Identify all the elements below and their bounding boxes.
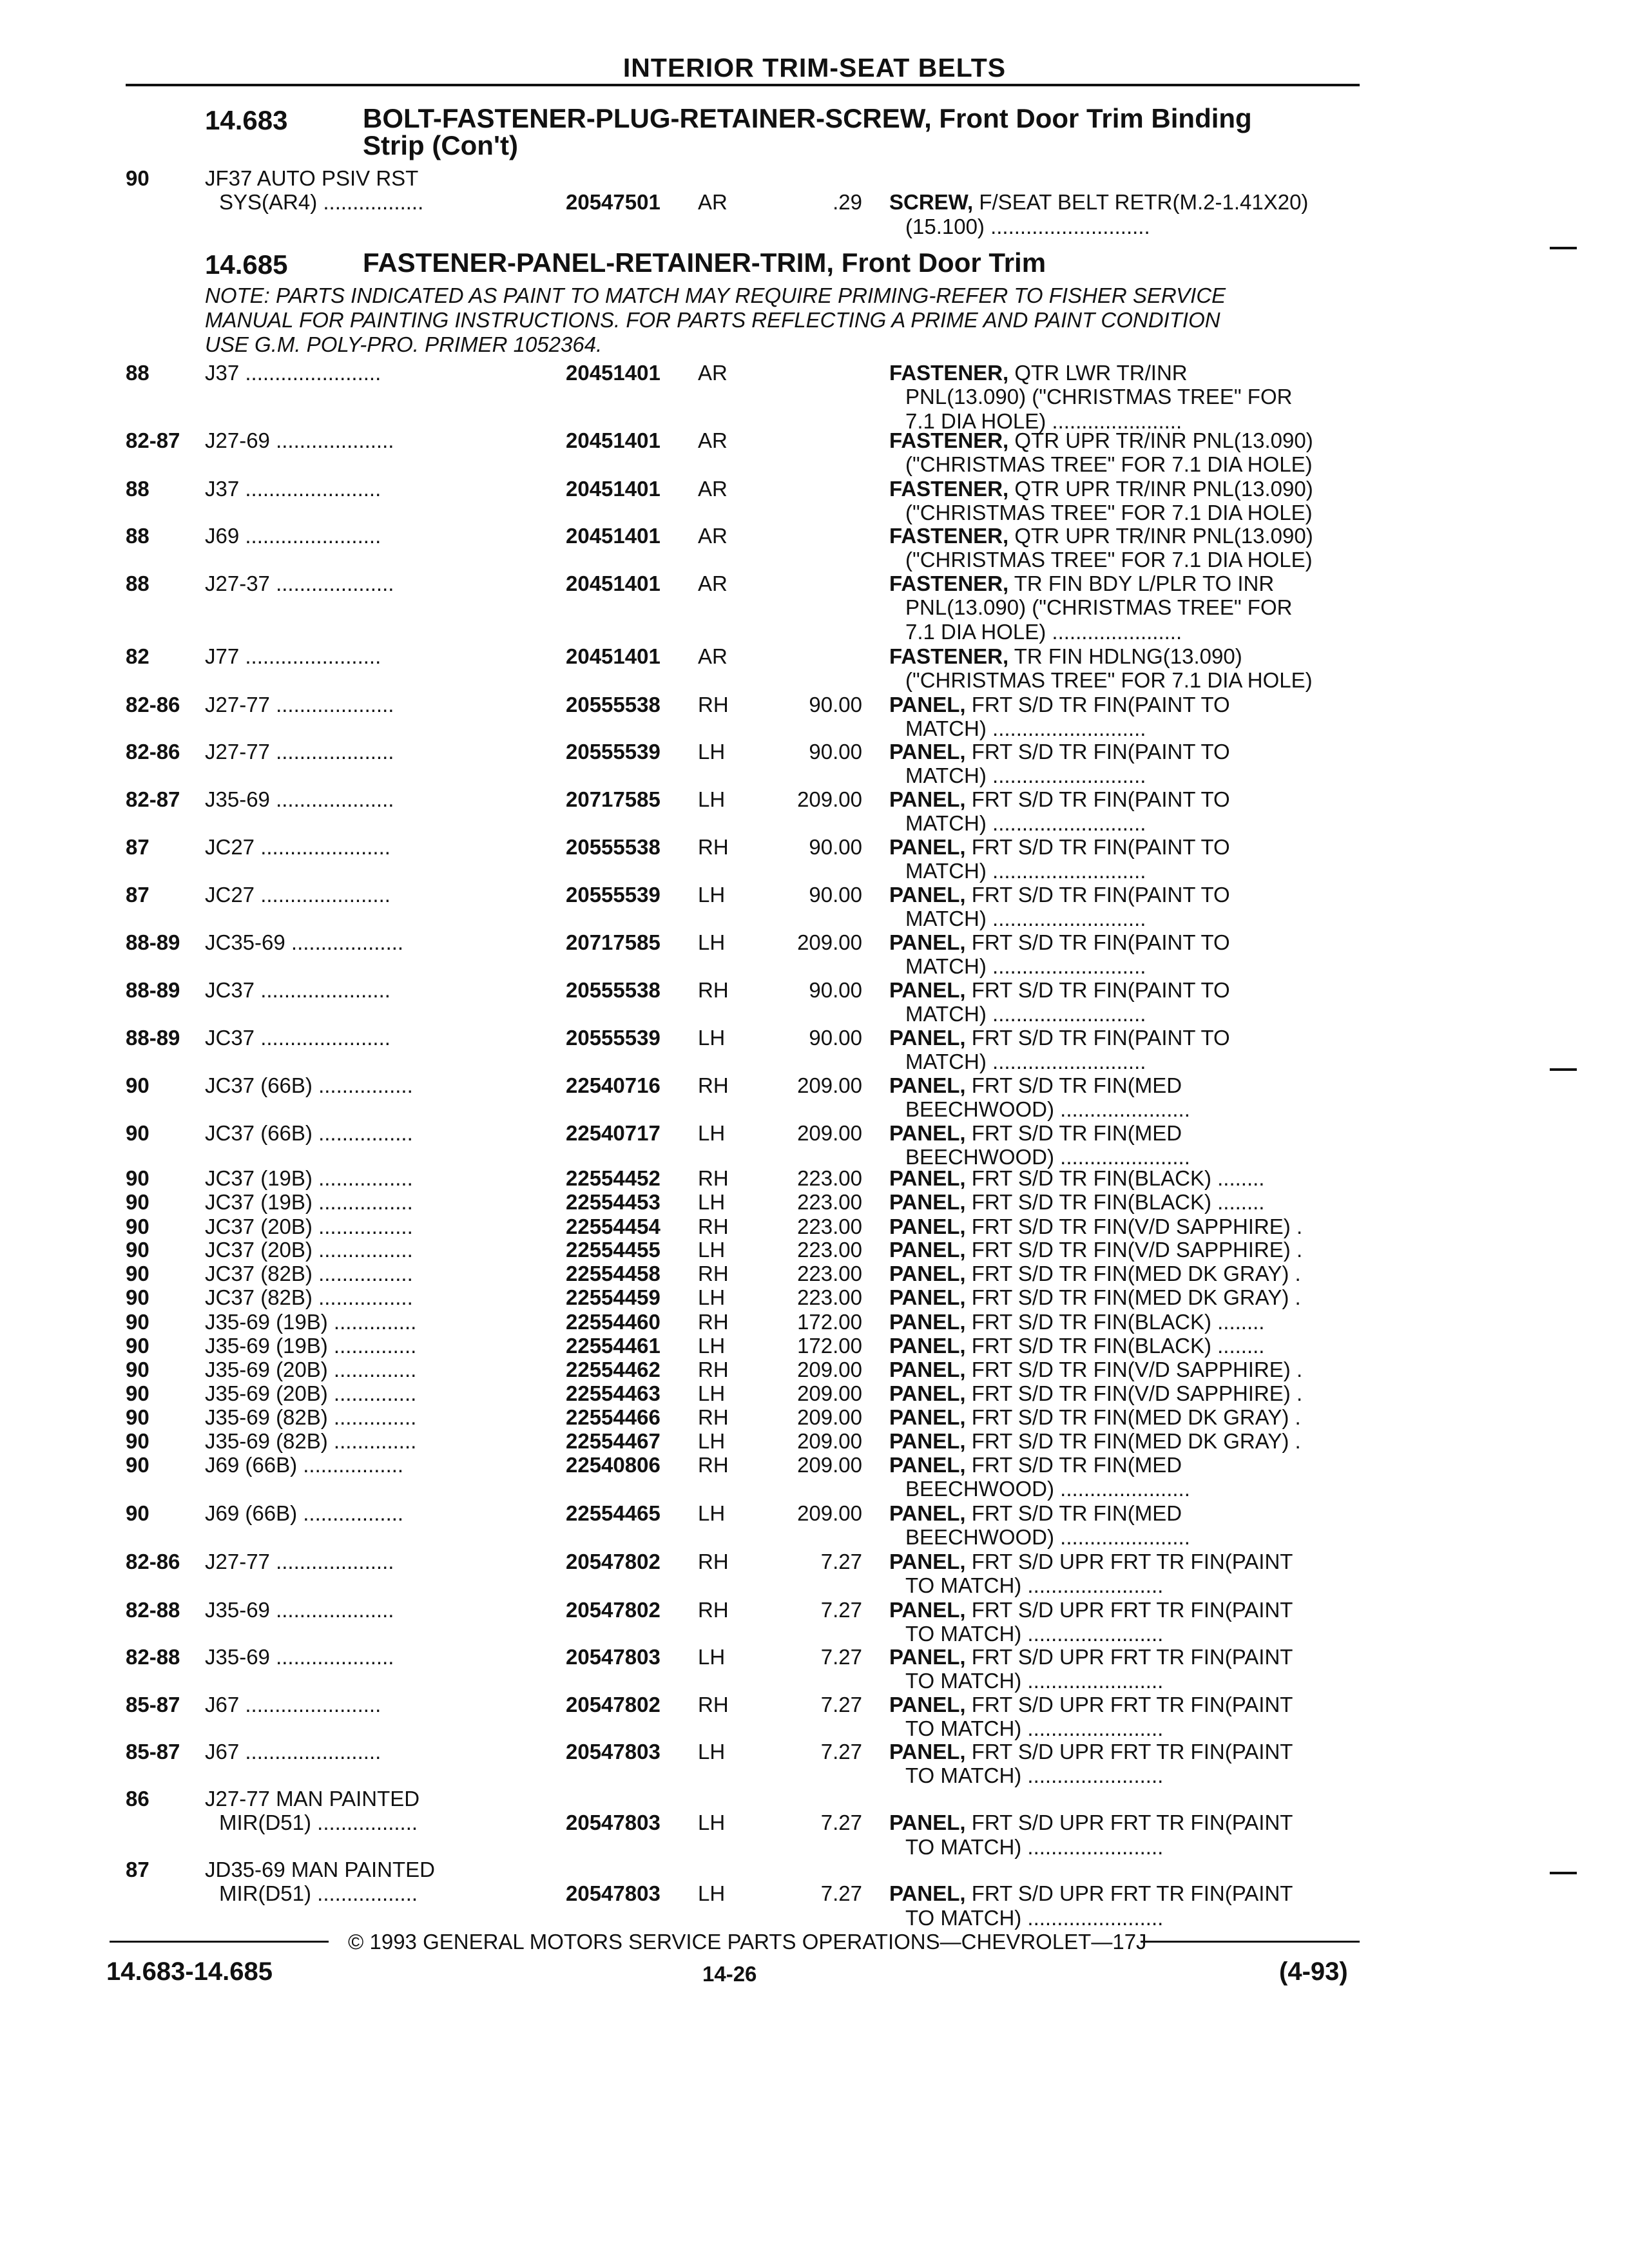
price-cell: 223.00 (797, 1262, 862, 1285)
section-title-line: Strip (Con't) (363, 130, 518, 160)
price-cell: 90.00 (809, 883, 862, 907)
model-cell: J35-69 (19B) .............. (205, 1310, 417, 1334)
description-cell-cont: ("CHRISTMAS TREE" FOR 7.1 DIA HOLE) (905, 668, 1313, 693)
year-cell: 88-89 (126, 1026, 180, 1050)
model-cell: J37 ....................... (205, 361, 381, 385)
year-cell: 88 (126, 361, 149, 385)
section-number: 14.683 (205, 105, 288, 135)
year-cell: 82-87 (126, 787, 180, 811)
description-cell-cont: MATCH) .......................... (905, 954, 1146, 979)
price-cell: 209.00 (797, 1358, 862, 1381)
description-cell: PANEL, FRT S/D TR FIN(MED (889, 1453, 1182, 1477)
description-cell: FASTENER, QTR UPR TR/INR PNL(13.090) (889, 477, 1313, 501)
side-cell: LH (698, 1238, 726, 1262)
description-cell-cont: TO MATCH) ....................... (905, 1573, 1164, 1598)
part-number-cell: 20547802 (566, 1693, 660, 1716)
description-cell-cont: MATCH) .......................... (905, 859, 1146, 883)
description-cell-cont: MATCH) .......................... (905, 811, 1146, 836)
model-cell: J35-69 (82B) .............. (205, 1429, 417, 1453)
part-number-cell: 22554466 (566, 1405, 660, 1429)
description-cell: PANEL, FRT S/D UPR FRT TR FIN(PAINT (889, 1740, 1293, 1763)
copyright-line: © 1993 GENERAL MOTORS SERVICE PARTS OPERATIONS—CHEVROLET—17J (348, 1930, 1147, 1954)
model-cell: JC37 (19B) ................ (205, 1190, 413, 1214)
description-cell: FASTENER, QTR UPR TR/INR PNL(13.090) (889, 428, 1313, 452)
year-cell: 90 (126, 1501, 149, 1525)
part-number-cell: 22540717 (566, 1121, 660, 1145)
description-cell: PANEL, FRT S/D TR FIN(PAINT TO (889, 740, 1230, 764)
section-title-line: FASTENER-PANEL-RETAINER-TRIM, Front Door Trim (363, 247, 1046, 278)
description-cell-cont: BEECHWOOD) ...................... (905, 1097, 1190, 1122)
part-number-cell: 20451401 (566, 524, 660, 548)
side-cell: AR (698, 524, 728, 548)
description-cell-cont: BEECHWOOD) ...................... (905, 1525, 1190, 1550)
side-cell: LH (698, 1645, 726, 1669)
model-cell: J27-69 .................... (205, 428, 394, 452)
year-cell: 85-87 (126, 1740, 180, 1763)
part-number-cell: 20451401 (566, 477, 660, 501)
part-number-cell: 22554463 (566, 1381, 660, 1405)
part-number-cell: 22554459 (566, 1285, 660, 1309)
model-cell: J69 ....................... (205, 524, 381, 548)
model-cell-cont: SYS(AR4) ................. (219, 190, 424, 215)
part-number-cell: 22540716 (566, 1073, 660, 1097)
model-cell: J35-69 .................... (205, 1645, 394, 1669)
year-cell: 82-87 (126, 428, 180, 452)
part-number-cell: 20451401 (566, 428, 660, 452)
year-cell: 90 (126, 1358, 149, 1381)
year-cell: 90 (126, 166, 149, 190)
part-number-cell: 22554452 (566, 1166, 660, 1190)
part-number-cell: 20547803 (566, 1645, 660, 1669)
model-cell: JC27 ...................... (205, 883, 390, 907)
price-cell: 172.00 (797, 1334, 862, 1358)
year-cell: 90 (126, 1285, 149, 1309)
price-cell: 223.00 (797, 1166, 862, 1190)
header-rule (126, 84, 1360, 86)
model-cell: J35-69 (82B) .............. (205, 1405, 417, 1429)
price-cell: 209.00 (797, 787, 862, 811)
model-cell: J67 ....................... (205, 1693, 381, 1716)
section-title (363, 249, 1368, 276)
side-cell: LH (698, 1121, 726, 1145)
model-cell: JC37 (19B) ................ (205, 1166, 413, 1190)
price-cell: 209.00 (797, 1453, 862, 1477)
part-number-cell: 20547803 (566, 1811, 660, 1835)
part-number-cell: 20717585 (566, 787, 660, 811)
year-cell: 87 (126, 883, 149, 907)
note-line: NOTE: PARTS INDICATED AS PAINT TO MATCH MAY REQUIRE PRIMING-REFER TO FISHER SERVICE (205, 284, 1226, 307)
description-cell-cont: TO MATCH) ....................... (905, 1669, 1164, 1693)
year-cell: 90 (126, 1215, 149, 1238)
description-cell-cont: MATCH) .......................... (905, 716, 1146, 741)
description-cell-cont: BEECHWOOD) ...................... (905, 1477, 1190, 1501)
side-cell: RH (698, 1166, 729, 1190)
year-cell: 82-88 (126, 1598, 180, 1622)
model-cell: J35-69 .................... (205, 787, 394, 811)
description-cell: PANEL, FRT S/D TR FIN(PAINT TO (889, 978, 1230, 1002)
part-number-cell: 22554458 (566, 1262, 660, 1285)
side-cell: RH (698, 1405, 729, 1429)
year-cell: 88 (126, 477, 149, 501)
price-cell: 209.00 (797, 1501, 862, 1525)
model-cell: J27-37 .................... (205, 572, 394, 595)
footer-rule-right (1141, 1941, 1360, 1943)
model-cell: J27-77 .................... (205, 1550, 394, 1573)
part-number-cell: 20547501 (566, 190, 660, 215)
description-cell: PANEL, FRT S/D TR FIN(BLACK) ........ (889, 1166, 1265, 1190)
price-cell: 7.27 (820, 1740, 862, 1763)
description-cell: PANEL, FRT S/D TR FIN(PAINT TO (889, 693, 1230, 716)
year-cell: 90 (126, 1073, 149, 1097)
page-title: INTERIOR TRIM-SEAT BELTS (622, 53, 1007, 82)
section-title-line: BOLT-FASTENER-PLUG-RETAINER-SCREW, Front Door Trim Binding (363, 103, 1252, 133)
side-cell: LH (698, 1811, 726, 1835)
part-number-cell: 20555539 (566, 740, 660, 764)
side-cell: LH (698, 1190, 726, 1214)
price-cell: 223.00 (797, 1215, 862, 1238)
description-cell-cont: BEECHWOOD) ...................... (905, 1145, 1190, 1169)
price-cell: 7.27 (820, 1645, 862, 1669)
part-number-cell: 20451401 (566, 572, 660, 595)
description-cell: PANEL, FRT S/D UPR FRT TR FIN(PAINT (889, 1881, 1293, 1906)
description-cell: PANEL, FRT S/D TR FIN(MED (889, 1501, 1182, 1525)
price-cell: 7.27 (820, 1881, 862, 1906)
description-cell-cont: ("CHRISTMAS TREE" FOR 7.1 DIA HOLE) (905, 452, 1313, 477)
side-cell: LH (698, 1026, 726, 1050)
price-cell: 209.00 (797, 1073, 862, 1097)
description-cell-cont: TO MATCH) ....................... (905, 1716, 1164, 1741)
description-cell: FASTENER, TR FIN HDLNG(13.090) (889, 644, 1242, 668)
year-cell: 82-86 (126, 693, 180, 716)
description-cell: PANEL, FRT S/D UPR FRT TR FIN(PAINT (889, 1645, 1293, 1669)
margin-mark (1550, 1068, 1577, 1071)
section-title (363, 105, 1368, 159)
footer-section-range: 14.683-14.685 (106, 1957, 273, 1986)
model-cell: JC27 ...................... (205, 835, 390, 859)
description-cell-cont: ("CHRISTMAS TREE" FOR 7.1 DIA HOLE) (905, 548, 1313, 572)
side-cell: LH (698, 930, 726, 954)
year-cell: 82-86 (126, 1550, 180, 1573)
price-cell: 223.00 (797, 1190, 862, 1214)
model-cell: J69 (66B) ................. (205, 1453, 404, 1477)
margin-mark (1550, 1872, 1577, 1874)
model-cell: JC37 ...................... (205, 978, 390, 1002)
description-cell: PANEL, FRT S/D UPR FRT TR FIN(PAINT (889, 1550, 1293, 1573)
year-cell: 90 (126, 1310, 149, 1334)
year-cell: 90 (126, 1238, 149, 1262)
description-cell: PANEL, FRT S/D TR FIN(PAINT TO (889, 883, 1230, 907)
description-cell: FASTENER, QTR LWR TR/INR (889, 361, 1188, 385)
price-cell: 90.00 (809, 978, 862, 1002)
part-number-cell: 22554455 (566, 1238, 660, 1262)
description-cell-cont: TO MATCH) ....................... (905, 1834, 1164, 1859)
year-cell: 90 (126, 1166, 149, 1190)
model-cell: J27-77 .................... (205, 740, 394, 764)
price-cell: 209.00 (797, 1405, 862, 1429)
description-cell: PANEL, FRT S/D TR FIN(V/D SAPPHIRE) . (889, 1215, 1303, 1238)
description-cell: PANEL, FRT S/D TR FIN(V/D SAPPHIRE) . (889, 1358, 1303, 1381)
year-cell: 90 (126, 1334, 149, 1358)
page-number: 14-26 (702, 1962, 757, 1986)
part-number-cell: 20555538 (566, 835, 660, 859)
model-cell: JC37 (20B) ................ (205, 1238, 413, 1262)
model-cell: JC37 ...................... (205, 1026, 390, 1050)
model-cell: J69 (66B) ................. (205, 1501, 404, 1525)
price-cell: 90.00 (809, 1026, 862, 1050)
model-cell: J37 ....................... (205, 477, 381, 501)
year-cell: 88-89 (126, 978, 180, 1002)
side-cell: AR (698, 572, 728, 595)
description-cell: PANEL, FRT S/D TR FIN(PAINT TO (889, 1026, 1230, 1050)
model-cell: J35-69 .................... (205, 1598, 394, 1622)
description-cell: PANEL, FRT S/D UPR FRT TR FIN(PAINT (889, 1693, 1293, 1716)
part-number-cell: 22554453 (566, 1190, 660, 1214)
side-cell: LH (698, 787, 726, 811)
description-cell-cont: MATCH) .......................... (905, 1050, 1146, 1074)
description-cell: PANEL, FRT S/D TR FIN(BLACK) ........ (889, 1310, 1265, 1334)
price-cell: 7.27 (820, 1693, 862, 1716)
year-cell: 90 (126, 1453, 149, 1477)
description-cell: PANEL, FRT S/D TR FIN(PAINT TO (889, 787, 1230, 811)
description-cell-cont: (15.100) ........................... (905, 214, 1150, 238)
price-cell: 209.00 (797, 1121, 862, 1145)
price-cell: 90.00 (809, 740, 862, 764)
description-cell-cont: PNL(13.090) ("CHRISTMAS TREE" FOR (905, 385, 1293, 409)
description-cell-cont: PNL(13.090) ("CHRISTMAS TREE" FOR (905, 595, 1293, 620)
side-cell: RH (698, 1262, 729, 1285)
side-cell: LH (698, 1381, 726, 1405)
footer-rule-left (110, 1941, 329, 1943)
description-cell: PANEL, FRT S/D UPR FRT TR FIN(PAINT (889, 1811, 1293, 1835)
side-cell: RH (698, 693, 729, 716)
description-cell-cont: TO MATCH) ....................... (905, 1905, 1164, 1930)
year-cell: 90 (126, 1405, 149, 1429)
price-cell: 172.00 (797, 1310, 862, 1334)
year-cell: 82 (126, 644, 149, 668)
price-cell: 90.00 (809, 835, 862, 859)
year-cell: 88 (126, 572, 149, 595)
part-number-cell: 20717585 (566, 930, 660, 954)
model-cell: JC37 (82B) ................ (205, 1262, 413, 1285)
part-number-cell: 22554467 (566, 1429, 660, 1453)
part-number-cell: 22554461 (566, 1334, 660, 1358)
model-cell: J35-69 (19B) .............. (205, 1334, 417, 1358)
side-cell: RH (698, 1073, 729, 1097)
model-cell: JC37 (82B) ................ (205, 1285, 413, 1309)
side-cell: RH (698, 1550, 729, 1573)
side-cell: LH (698, 1881, 726, 1906)
model-cell: JD35-69 MAN PAINTED (205, 1858, 435, 1881)
year-cell: 90 (126, 1262, 149, 1285)
price-cell: 209.00 (797, 1381, 862, 1405)
side-cell: LH (698, 1740, 726, 1763)
price-cell: 209.00 (797, 930, 862, 954)
price-cell: 223.00 (797, 1285, 862, 1309)
model-cell: J27-77 .................... (205, 693, 394, 716)
year-cell: 86 (126, 1787, 149, 1811)
part-number-cell: 20451401 (566, 644, 660, 668)
part-number-cell: 22554465 (566, 1501, 660, 1525)
description-cell: PANEL, FRT S/D TR FIN(BLACK) ........ (889, 1190, 1265, 1214)
description-cell-cont: MATCH) .......................... (905, 764, 1146, 788)
price-cell: 209.00 (797, 1429, 862, 1453)
part-number-cell: 22554462 (566, 1358, 660, 1381)
description-cell-cont: TO MATCH) ....................... (905, 1763, 1164, 1788)
description-cell-cont: 7.1 DIA HOLE) ...................... (905, 619, 1182, 644)
year-cell: 88-89 (126, 930, 180, 954)
side-cell: LH (698, 1429, 726, 1453)
year-cell: 85-87 (126, 1693, 180, 1716)
model-cell: J67 ....................... (205, 1740, 381, 1763)
part-number-cell: 20555539 (566, 883, 660, 907)
side-cell: RH (698, 1215, 729, 1238)
side-cell: LH (698, 883, 726, 907)
model-cell: JC37 (20B) ................ (205, 1215, 413, 1238)
section-note (205, 284, 1352, 357)
description-cell-cont: 7.1 DIA HOLE) ...................... (905, 408, 1182, 433)
year-cell: 90 (126, 1121, 149, 1145)
part-number-cell: 20451401 (566, 361, 660, 385)
description-cell: PANEL, FRT S/D TR FIN(MED (889, 1121, 1182, 1145)
year-cell: 90 (126, 1190, 149, 1214)
side-cell: AR (698, 361, 728, 385)
part-number-cell: 22540806 (566, 1453, 660, 1477)
side-cell: RH (698, 1693, 729, 1716)
part-number-cell: 20547803 (566, 1740, 660, 1763)
description-cell-cont: MATCH) .......................... (905, 907, 1146, 931)
model-cell: J77 ....................... (205, 644, 381, 668)
model-cell: JF37 AUTO PSIV RST (205, 166, 419, 190)
year-cell: 87 (126, 835, 149, 859)
price-cell: 7.27 (820, 1811, 862, 1835)
model-cell: J35-69 (20B) .............. (205, 1381, 417, 1405)
description-cell: PANEL, FRT S/D TR FIN(V/D SAPPHIRE) . (889, 1238, 1303, 1262)
side-cell: RH (698, 1310, 729, 1334)
description-cell: PANEL, FRT S/D TR FIN(PAINT TO (889, 835, 1230, 859)
description-cell: PANEL, FRT S/D TR FIN(MED DK GRAY) . (889, 1405, 1301, 1429)
year-cell: 82-86 (126, 740, 180, 764)
side-cell: LH (698, 1285, 726, 1309)
price-cell: .29 (833, 190, 862, 215)
model-cell: JC37 (66B) ................ (205, 1121, 413, 1145)
description-cell-cont: ("CHRISTMAS TREE" FOR 7.1 DIA HOLE) (905, 501, 1313, 525)
side-cell: RH (698, 978, 729, 1002)
part-number-cell: 20547802 (566, 1550, 660, 1573)
model-cell-cont: MIR(D51) ................. (219, 1811, 418, 1835)
part-number-cell: 20555538 (566, 693, 660, 716)
side-cell: AR (698, 644, 728, 668)
price-cell: 7.27 (820, 1598, 862, 1622)
description-cell: PANEL, FRT S/D TR FIN(MED DK GRAY) . (889, 1285, 1301, 1309)
model-cell: JC35-69 ................... (205, 930, 404, 954)
note-line: MANUAL FOR PAINTING INSTRUCTIONS. FOR PARTS REFLECTING A PRIME AND PAINT CONDITION (205, 308, 1220, 332)
description-cell: FASTENER, TR FIN BDY L/PLR TO INR (889, 572, 1275, 595)
side-cell: AR (698, 428, 728, 452)
description-cell: PANEL, FRT S/D TR FIN(MED (889, 1073, 1182, 1097)
description-cell: PANEL, FRT S/D TR FIN(V/D SAPPHIRE) . (889, 1381, 1303, 1405)
side-cell: LH (698, 1334, 726, 1358)
side-cell: RH (698, 835, 729, 859)
description-cell: FASTENER, QTR UPR TR/INR PNL(13.090) (889, 524, 1313, 548)
year-cell: 90 (126, 1429, 149, 1453)
side-cell: RH (698, 1453, 729, 1477)
side-cell: LH (698, 740, 726, 764)
description-cell-cont: TO MATCH) ....................... (905, 1622, 1164, 1646)
side-cell: LH (698, 1501, 726, 1525)
side-cell: RH (698, 1358, 729, 1381)
year-cell: 90 (126, 1381, 149, 1405)
part-number-cell: 22554460 (566, 1310, 660, 1334)
description-cell: PANEL, FRT S/D TR FIN(MED DK GRAY) . (889, 1429, 1301, 1453)
description-cell-cont: MATCH) .......................... (905, 1002, 1146, 1026)
part-number-cell: 20547802 (566, 1598, 660, 1622)
part-number-cell: 20555538 (566, 978, 660, 1002)
description-cell: SCREW, F/SEAT BELT RETR(M.2-1.41X20) (889, 190, 1309, 215)
description-cell: PANEL, FRT S/D TR FIN(BLACK) ........ (889, 1334, 1265, 1358)
part-number-cell: 20555539 (566, 1026, 660, 1050)
part-number-cell: 20547803 (566, 1881, 660, 1906)
model-cell: J35-69 (20B) .............. (205, 1358, 417, 1381)
description-cell: PANEL, FRT S/D TR FIN(MED DK GRAY) . (889, 1262, 1301, 1285)
year-cell: 88 (126, 524, 149, 548)
section-number: 14.685 (205, 249, 288, 280)
year-cell: 82-88 (126, 1645, 180, 1669)
side-cell: AR (698, 477, 728, 501)
price-cell: 7.27 (820, 1550, 862, 1573)
margin-mark (1550, 247, 1577, 249)
model-cell-cont: MIR(D51) ................. (219, 1881, 418, 1906)
side-cell: RH (698, 1598, 729, 1622)
side-cell: AR (698, 190, 728, 215)
model-cell: J27-77 MAN PAINTED (205, 1787, 420, 1811)
year-cell: 87 (126, 1858, 149, 1881)
footer-date: (4-93) (1279, 1957, 1348, 1986)
model-cell: JC37 (66B) ................ (205, 1073, 413, 1097)
note-line: USE G.M. POLY-PRO. PRIMER 1052364. (205, 332, 602, 356)
description-cell: PANEL, FRT S/D TR FIN(PAINT TO (889, 930, 1230, 954)
price-cell: 223.00 (797, 1238, 862, 1262)
price-cell: 90.00 (809, 693, 862, 716)
part-number-cell: 22554454 (566, 1215, 660, 1238)
description-cell: PANEL, FRT S/D UPR FRT TR FIN(PAINT (889, 1598, 1293, 1622)
